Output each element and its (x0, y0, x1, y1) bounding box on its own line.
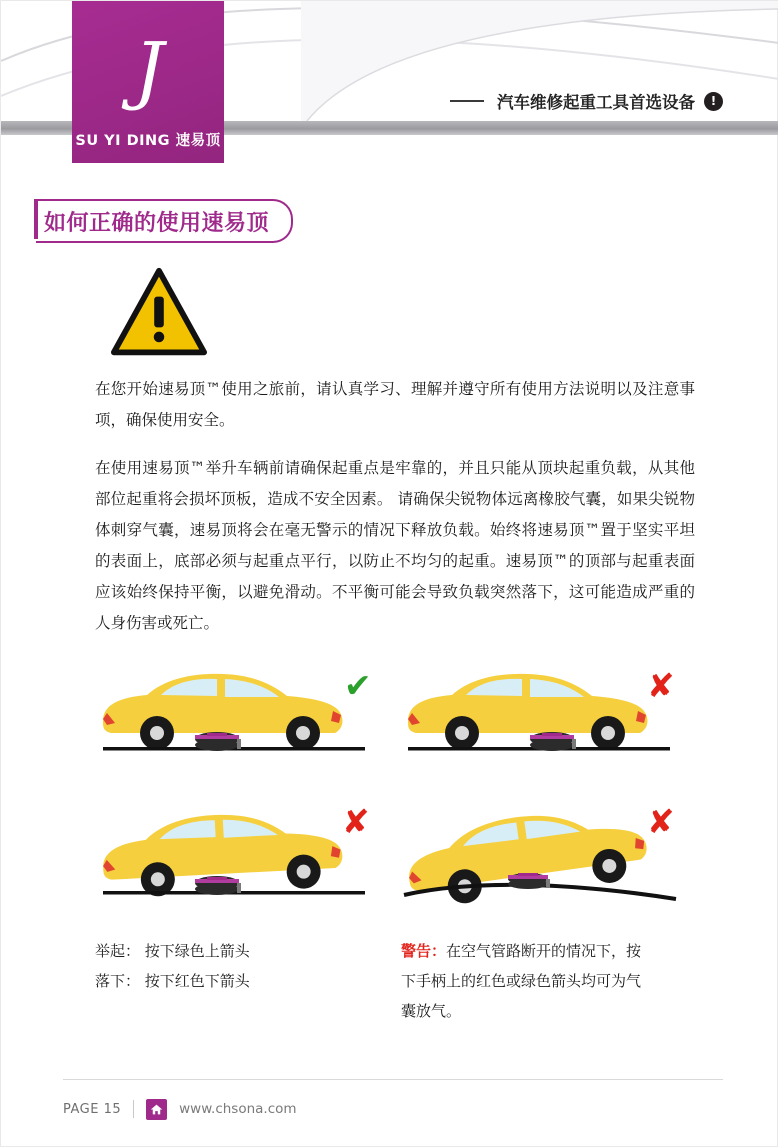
warning-triangle-icon (111, 264, 207, 360)
figure-wrong-rear (394, 651, 694, 781)
brand-logo (72, 1, 224, 163)
warning-text: 在空气管路断开的情况下，按下手柄上的红色或绿色箭头均可为气囊放气。 (401, 942, 642, 1020)
home-icon (146, 1099, 167, 1120)
check-mark-icon: ✔ (344, 666, 372, 705)
cross-mark-icon: ✘ (342, 802, 370, 841)
cross-mark-icon: ✘ (647, 802, 675, 841)
safety-paragraph: 在使用速易顶™举升车辆前请确保起重点是牢靠的，并且只能从顶块起重负载，从其他部位起重将会损坏顶板，造成不安全因素。 请确保尖锐物体远离橡胶气囊，如果尖锐物体刺穿气囊，速易顶将会在毫无警示的情况下释放负载。始终将速易顶™置于坚实平坦的表面上，底部必须与起重点平行，以防止不均匀的起重。速易顶™的顶部与起重表面应该始终保持平衡，以避免滑动。不平衡可能会导致负载突然落下，这可能造成严重的人身伤害或死亡。 (95, 459, 695, 632)
warning-caption (401, 936, 651, 1026)
figure-correct-flat (89, 651, 389, 781)
illustration-grid (89, 651, 699, 921)
caption-lower-line: 落下： 按下红色下箭头 (95, 972, 250, 990)
operation-caption (95, 936, 355, 996)
section-title-bar (34, 199, 38, 239)
figure-wrong-slope (394, 791, 694, 921)
section-title (36, 199, 293, 243)
tagline-rule-icon (450, 100, 484, 102)
tagline-text: 汽车维修起重工具首选设备 (497, 93, 695, 112)
logo-letter-j: J (134, 27, 162, 113)
exclamation-icon: ! (704, 92, 723, 111)
section-title-text: 如何正确的使用速易顶 (44, 210, 270, 236)
figure-wrong-tilt (89, 791, 389, 921)
logo-wordmark: SU YI DING 速易顶 (75, 133, 221, 149)
website-url[interactable]: www.chsona.com (179, 1101, 297, 1117)
header-tagline (450, 89, 723, 113)
page-footer (63, 1079, 723, 1129)
page-number: PAGE 15 (63, 1101, 122, 1117)
caption-lift-line: 举起： 按下绿色上箭头 (95, 942, 250, 960)
home-glyph (150, 1103, 163, 1116)
warning-label: 警告： (401, 942, 447, 960)
page-header (1, 1, 778, 171)
cross-mark-icon: ✘ (647, 666, 675, 705)
intro-paragraph: 在您开始速易顶™使用之旅前，请认真学习、理解并遵守所有使用方法说明以及注意事项，确保使用安全。 (95, 380, 695, 429)
footer-divider (133, 1100, 134, 1118)
